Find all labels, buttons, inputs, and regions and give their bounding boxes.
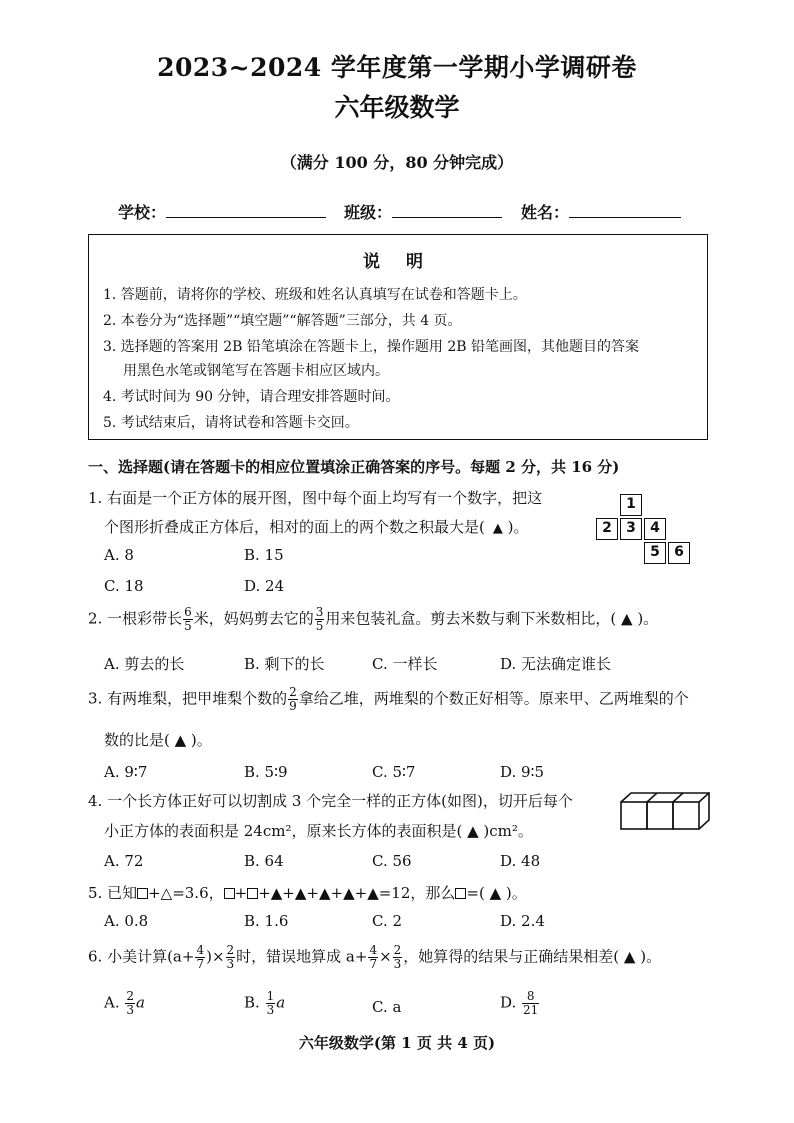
class-blank	[392, 201, 502, 218]
score-time-note: （满分 100 分，80 分钟完成）	[280, 153, 514, 172]
fraction	[315, 606, 325, 633]
instruction-item: 2. 本卷分为“选择题”“填空题”“解答题”三部分，共 4 页。	[103, 313, 462, 329]
q6-text: 6. 小美计算(a+	[88, 947, 195, 966]
q5-text: +▲+▲+▲+▲+▲=12，那么	[258, 884, 456, 902]
denominator: 7	[196, 957, 205, 971]
net-face: 3	[620, 518, 642, 540]
q2-text: 2. 一根彩带长	[88, 609, 183, 628]
fraction	[288, 686, 298, 713]
q6-text: ，她算得的结果与正确结果相差( ▲ )。	[403, 947, 662, 966]
numerator: 8	[522, 990, 539, 1004]
q6-option-c: C. a	[372, 998, 402, 1016]
q2-option-d: D. 无法确定谁长	[500, 655, 612, 673]
denominator: 21	[523, 1003, 539, 1017]
q6-text: ×	[379, 947, 392, 966]
q2-option-a: A. 剪去的长	[104, 655, 185, 673]
q6-text: )×	[206, 947, 225, 966]
numerator: 2	[289, 685, 297, 699]
q4-option-c: C. 56	[372, 852, 412, 870]
option-letter: B.	[244, 993, 260, 1012]
q6-option-b	[244, 990, 285, 1017]
school-field	[118, 200, 326, 223]
numerator: 2	[393, 943, 402, 957]
q5-option-c: C. 2	[372, 912, 403, 930]
square-icon	[247, 888, 258, 899]
q4-option-a: A. 72	[104, 852, 144, 870]
fraction	[183, 606, 193, 633]
q1-option-d: D. 24	[244, 577, 285, 595]
net-face: 6	[668, 542, 690, 564]
net-face: 2	[596, 518, 618, 540]
q2-option-c: C. 一样长	[372, 655, 438, 673]
net-face: 4	[644, 518, 666, 540]
fraction	[195, 944, 205, 971]
page-footer: 六年级数学(第 1 页 共 4 页)	[298, 1034, 496, 1052]
denominator: 5	[184, 619, 192, 633]
q1-line2	[104, 516, 528, 537]
section-heading: 一、选择题(请在答题卡的相应位置填涂正确答案的序号。每题 2 分，共 16 分)	[88, 458, 620, 476]
option-letter: D.	[500, 993, 517, 1012]
variable: a	[276, 993, 286, 1012]
q5-option-d: D. 2.4	[500, 912, 545, 930]
q6-option-d	[500, 990, 540, 1017]
denominator: 3	[226, 957, 235, 971]
q3-option-b: B. 5∶9	[244, 763, 288, 781]
square-icon	[455, 888, 466, 899]
q3-option-c: C. 5∶7	[372, 763, 416, 781]
net-face: 5	[644, 542, 666, 564]
q5-option-b: B. 1.6	[244, 912, 289, 930]
q5-text: +△=3.6，	[148, 884, 224, 902]
instruction-item: 4. 考试时间为 90 分钟，请合理安排答题时间。	[103, 389, 400, 405]
class-label: 班级：	[344, 203, 393, 222]
cuboid-figure	[618, 790, 710, 832]
denominator: 9	[289, 699, 297, 713]
instruction-item: 用黑色水笔或钢笔写在答题卡相应区域内。	[123, 363, 389, 379]
net-face: 1	[620, 494, 642, 516]
instructions-title: 说 明	[363, 252, 433, 272]
numerator: 4	[196, 943, 205, 957]
q5-text: 5. 已知	[88, 884, 138, 902]
fraction	[266, 990, 276, 1017]
q5-option-a: A. 0.8	[104, 912, 149, 930]
q3-option-a: A. 9∶7	[104, 763, 148, 781]
numerator: 2	[226, 943, 235, 957]
q4-option-b: B. 64	[244, 852, 284, 870]
q5-text: =( ▲ )。	[466, 884, 527, 902]
denominator: 5	[315, 619, 324, 633]
q2-text: 用来包装礼盒。剪去米数与剩下米数相比，( ▲ )。	[325, 609, 659, 628]
q1-option-c: C. 18	[104, 577, 144, 595]
fraction	[368, 944, 378, 971]
fraction	[522, 990, 539, 1017]
q4-option-d: D. 48	[500, 852, 541, 870]
numerator: 4	[369, 943, 378, 957]
name-blank	[569, 201, 681, 218]
instruction-item: 1. 答题前，请将你的学校、班级和姓名认真填写在试卷和答题卡上。	[103, 287, 527, 303]
q6-text: 时，错误地算成 a+	[236, 947, 368, 966]
q3-line2: 数的比是( ▲ )。	[104, 731, 212, 749]
q2-option-b: B. 剩下的长	[244, 655, 325, 673]
q3-stem	[88, 686, 689, 713]
fraction	[226, 944, 236, 971]
numerator: 1	[266, 989, 275, 1003]
school-blank	[166, 201, 326, 218]
q2-stem	[88, 606, 658, 633]
q3-text: 拿给乙堆，两堆梨的个数正好相等。原来甲、乙两堆梨的个	[298, 689, 689, 708]
q4-line2: 小正方体的表面积是 24cm²，原来长方体的表面积是( ▲ )cm²。	[104, 822, 533, 840]
q3-text: 3. 有两堆梨，把甲堆梨个数的	[88, 689, 288, 708]
q3-option-d: D. 9∶5	[500, 763, 545, 781]
square-icon	[224, 888, 235, 899]
numerator: 2	[126, 989, 135, 1003]
q1-text-end: )。	[502, 518, 529, 536]
instruction-item: 3. 选择题的答案用 2B 铅笔填涂在答题卡上，操作题用 2B 铅笔画图，其他题目的答案	[103, 339, 639, 355]
answer-mark-icon: ▲	[492, 521, 503, 536]
denominator: 3	[126, 1003, 135, 1017]
q4-line1: 4. 一个长方体正好可以切割成 3 个完全一样的正方体(如图)，切开后每个	[88, 792, 573, 810]
subject-title: 六年级数学	[334, 93, 460, 122]
q6-option-a	[104, 990, 145, 1017]
exam-title: 2023~2024 学年度第一学期小学调研卷	[157, 53, 637, 82]
denominator: 7	[369, 957, 378, 971]
option-letter: A.	[104, 993, 120, 1012]
numerator: 3	[315, 605, 324, 619]
q5-text: +	[234, 884, 248, 902]
variable: a	[136, 993, 145, 1012]
numerator: 6	[184, 605, 192, 619]
school-label: 学校：	[118, 203, 167, 222]
denominator: 3	[393, 957, 402, 971]
name-field	[521, 200, 681, 223]
q1-text: 个图形折叠成正方体后，相对的面上的两个数之积最大是(	[104, 518, 485, 536]
instructions-box	[88, 234, 708, 440]
square-icon	[137, 888, 148, 899]
denominator: 3	[266, 1003, 275, 1017]
name-label: 姓名：	[521, 203, 570, 222]
q1-line1: 1. 右面是一个正方体的展开图，图中每个面上均写有一个数字，把这	[88, 489, 543, 507]
fraction	[125, 990, 135, 1017]
q5-stem	[88, 882, 527, 903]
fraction	[393, 944, 403, 971]
q1-option-a: A. 8	[104, 546, 134, 564]
class-field	[344, 200, 502, 223]
q2-text: 米，妈妈剪去它的	[193, 609, 314, 628]
q6-stem	[88, 944, 661, 971]
instruction-item: 5. 考试结束后，请将试卷和答题卡交回。	[103, 415, 359, 431]
q1-option-b: B. 15	[244, 546, 284, 564]
